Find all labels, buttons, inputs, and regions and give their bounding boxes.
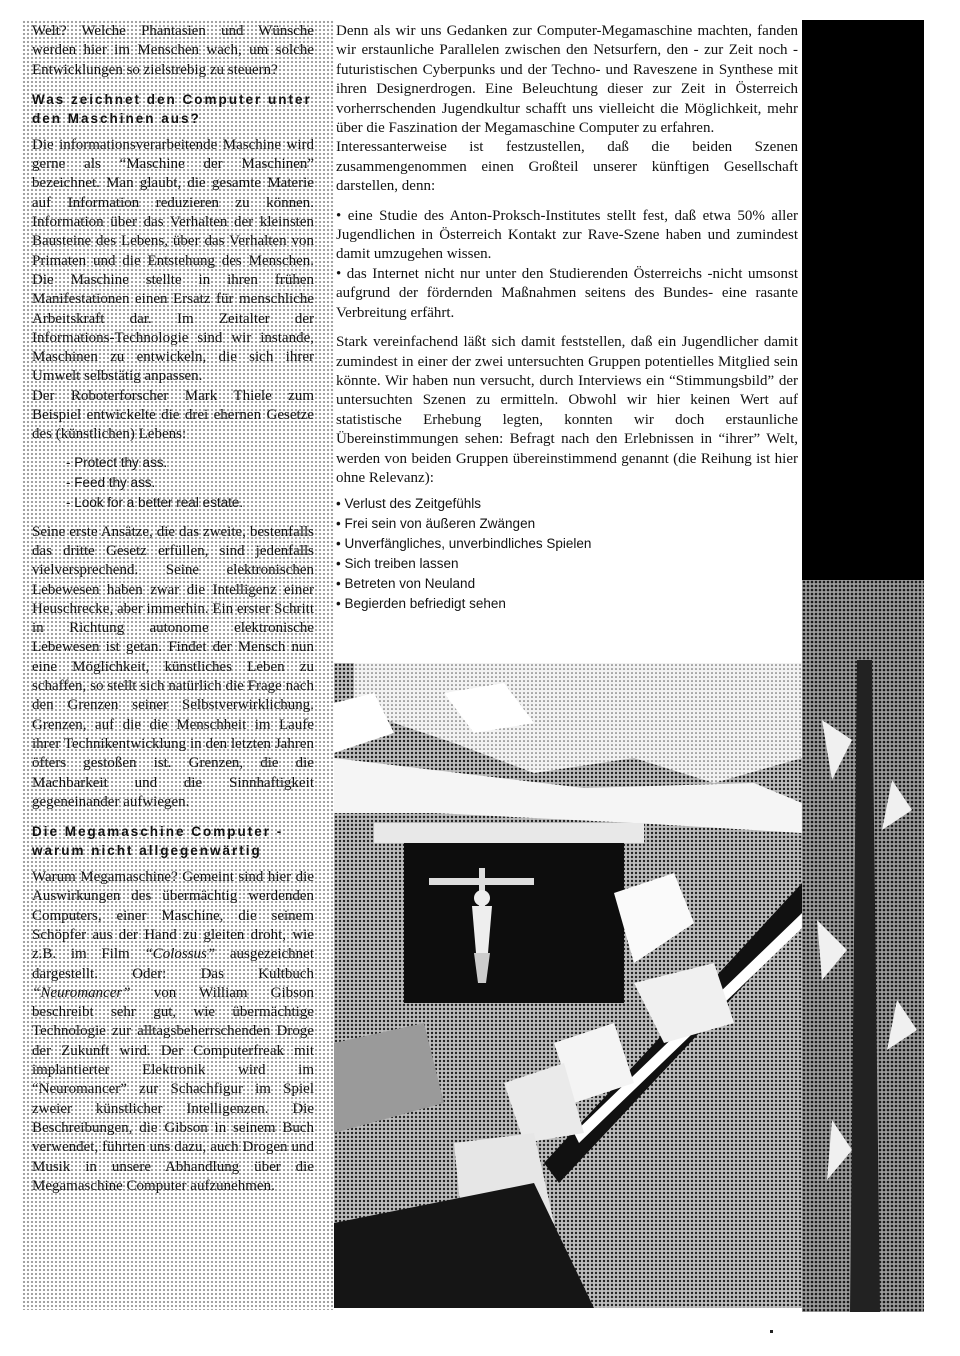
left-paragraph-machine: Die informationsverarbeitende Maschine wird gerne als “Maschine der Maschinen” bezeichnet. Man glaubt, die gesamte Materie auf Information reduzieren zu können. Information über das Verhalten der kleinsten Bausteine des Lebens, über das Verhalten von Primaten und die Entstehung des Menschen. Die Maschine stellte in ihren frühen Manifestationen einen Ersatz für menschliche Arbeitskraft dar. Im Zeitalter der Informations-Technologie sind wir instande, Maschinen zu entwickeln, die sich ihrer Umwelt selbstätig anpassen. [32, 136, 314, 385]
text-run: Warum Megamaschine? Gemeint sind hier die Auswirkungen des übermächtig werdenden Computers, einer Maschine, die seinem Schöpfer aus der Hand zu gleiten droht, wie z.B. im Film [32, 869, 314, 963]
result-item: • Begierden befriedigt sehen [336, 594, 798, 614]
text-run: ausgezeichnet dargestellt. Oder: Das Kultbuch [32, 946, 315, 982]
crucifix-photo [334, 663, 802, 1308]
section-heading-megamaschine: Die Megamaschine Computer - warum nicht allgegenwärtig [32, 824, 284, 859]
tree-photo-band [802, 20, 924, 1312]
left-paragraph-limits: Seine erste Ansätze, die das zweite, bestenfalls das dritte Gesetz erfüllen, sind jedenfalls vielversprechend. Seine elektronischen Lebewesen haben zwar die Intelligenz einer Heuschrecke, aber immerhin. Ein erster Schritt in Richtung autonome elektronische Lebewesen ist getan. Findet der Mensch nun eine Möglichkeit, künstliches Leben zu schaffen, so stellt sich natürlich die Frage nach den Grenzen seiner Selbstverwirklichung. Grenzen, auf die die Menschheit im Laufe ihrer Technikentwicklung in den letzten Jahren öfters gestoßen ist. Grenzen, die die Machbarkeit und die Sinnhaftigkeit gegeneinander aufwiegen. [32, 523, 314, 810]
results-list [336, 494, 798, 614]
left-paragraph-thiele: Der Roboterforscher Mark Thiele zum Beispiel entwickelte die drei ehernen Gesetze des (künstlichen) Lebens: [32, 387, 314, 443]
page-speck [770, 1330, 773, 1333]
crucifix-photo-graphic [334, 663, 802, 1308]
law-item: - Feed thy ass. [66, 474, 156, 490]
film-title: “Colossus” [144, 946, 216, 963]
law-item: - Protect thy ass. [66, 454, 168, 470]
text-run: von William Gibson beschreibt sehr gut, wie übermächtige Technologie zur alltagsbeherrschenden Droge der Zukunft wird. Der Computerfreak mit implantierter Elektronik wird im “Neuromancer” zur Schachfigur im Spiel zweier künstlicher Intelligenzen. Die Beschreibungen, die Gibson in seinem Buch verwendet, führten uns dazu, auch Drogen und Musik in unsere Abhandlung über die Megamaschine Computer aufzunehmen. [32, 984, 314, 1194]
result-item: • Betreten von Neuland [336, 574, 798, 594]
left-text-column [32, 22, 314, 1196]
bullet-study: • eine Studie des Anton-Proksch-Institutes stellt fest, daß etwa 50% aller Jugendlichen in Österreich Kontakt zur Rave-Szene haben und zumindest damit umzugehen wissen. [336, 207, 798, 263]
right-paragraph-scenes: Interessanterweise ist festzustellen, daß die beiden Szenen zusammengenommen einen Großteil unserer künftigen Gesellschaft darstellen, denn: [336, 139, 798, 195]
law-item: - Look for a better real estate. [66, 494, 244, 510]
left-paragraph-intro: Welt? Welche Phantasien und Wünsche werden hier im Menschen wach, um solche Entwicklungen so zielstrebig zu steuern? [32, 23, 314, 78]
tree-silhouette-graphic [802, 20, 924, 1312]
right-paragraph-parallels: Denn als wir uns Gedanken zur Computer-Megamaschine machten, fanden wir erstaunliche Parallelen zwischen den Netsurfern, den - zur Zeit noch - futuristischen Cyberpunks und der Techno- und Raveszene in Synthese mit ihren Designerdrogen. Eine Beleuchtung dieser zur Zeit in Österreich vorherrschenden Jugendkultur schafft uns vielleicht die Möglichkeit, mehr über die Faszination der Megamaschine Computer zu erfahren. [336, 23, 798, 137]
right-text-column [336, 22, 798, 614]
book-title: “Neuromancer” [32, 984, 131, 1001]
bullet-internet: • das Internet nicht nur unter den Studierenden Österreichs -nicht umsonst aufgrund der fördernden Maßnahmen seitens des Bundes- eine rasante Verbreitung erfährt. [336, 265, 798, 321]
section-heading-computer: Was zeichnet den Computer unter den Maschinen aus? [32, 91, 312, 126]
right-paragraph-interviews: Stark vereinfachend läßt sich damit feststellen, daß ein Jugendlicher damit zumindest in einer der zwei untersuchten Gruppen potentielles Mitglied sein könnte. Wir haben nun versucht, durch Interviews ein “Stimmungsbild” der untersuchten Szenen zu ermitteln. Obwohl wir hier keinen Wert auf statistische Erhebung legten, konnten wir doch erstaunliche Übereinstimmungen sehen: Befragt nach den Erlebnissen in “ihrer” Welt, werden von beiden Gruppen übereinstimmend genannt (die Reihung ist hier ohne Relevanz): [336, 334, 798, 486]
result-item: • Frei sein von äußeren Zwängen [336, 514, 798, 534]
laws-list [66, 453, 314, 513]
result-item: • Sich treiben lassen [336, 554, 798, 574]
result-item: • Unverfängliches, unverbindliches Spielen [336, 534, 798, 554]
result-item: • Verlust des Zeitgefühls [336, 494, 798, 514]
left-paragraph-megamaschine [32, 868, 314, 1196]
